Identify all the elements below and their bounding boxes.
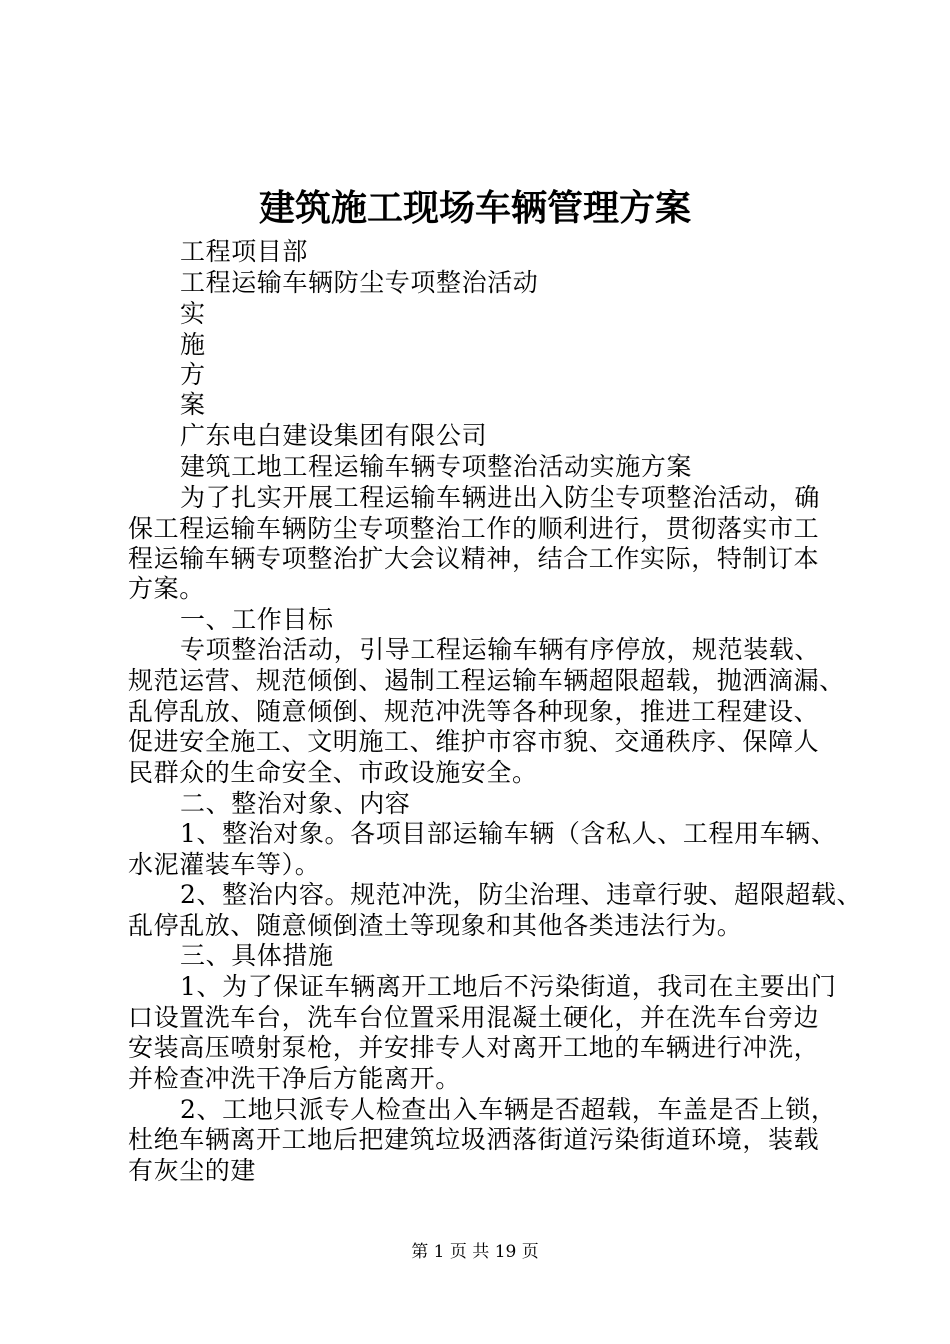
paragraph-line: 保工程运输车辆防尘专项整治工作的顺利进行，贯彻落实市工 [128,514,820,543]
text-line: 方 [180,360,206,389]
paragraph-line: 1、整治对象。各项目部运输车辆（含私人、工程用车辆、 [180,819,837,848]
document-title: 建筑施工现场车辆管理方案 [258,187,691,229]
paragraph-line: 专项整治活动，引导工程运输车辆有序停放，规范装载、 [180,635,821,664]
paragraph-line: 程运输车辆专项整治扩大会议精神，结合工作实际，特制订本 [128,544,820,573]
text-line: 实 [180,299,206,328]
section-heading: 三、具体措施 [180,941,334,970]
paragraph-line: 有灰尘的建 [128,1156,257,1185]
paragraph-line: 为了扎实开展工程运输车辆进出入防尘专项整治活动，确 [180,483,821,512]
text-line: 施 [180,330,206,359]
paragraph-line: 方案。 [128,574,205,603]
paragraph-line: 并检查冲洗干净后方能离开。 [128,1064,461,1093]
paragraph-line: 2、工地只派专人检查出入车辆是否超载，车盖是否上锁， [180,1095,837,1124]
paragraph-line: 乱停乱放、随意倾倒渣土等现象和其他各类违法行为。 [128,911,743,940]
text-line: 广东电白建设集团有限公司 [180,421,488,450]
paragraph-line: 口设置洗车台，洗车台位置采用混凝土硬化，并在洗车台旁边 [128,1003,820,1032]
paragraph-line: 乱停乱放、随意倾倒、规范冲洗等各种现象，推进工程建设、 [128,697,820,726]
paragraph-line: 民群众的生命安全、市政设施安全。 [128,758,538,787]
paragraph-line: 安装高压喷射泵枪，并安排专人对离开工地的车辆进行冲洗， [128,1033,820,1062]
paragraph-line: 规范运营、规范倾倒、遏制工程运输车辆超限超载，抛洒滴漏、 [128,666,845,695]
paragraph-line: 水泥灌装车等）。 [128,850,321,879]
section-heading: 二、整治对象、内容 [180,789,411,818]
paragraph-line: 杜绝车辆离开工地后把建筑垃圾洒落街道污染街道环境，装载 [128,1125,820,1154]
paragraph-line: 促进安全施工、文明施工、维护市容市貌、交通秩序、保障人 [128,727,820,756]
text-line: 工程项目部 [180,237,309,266]
text-line: 建筑工地工程运输车辆专项整治活动实施方案 [180,452,693,481]
text-line: 工程运输车辆防尘专项整治活动 [180,268,539,297]
paragraph-line: 1、为了保证车辆离开工地后不污染街道，我司在主要出门 [180,972,837,1001]
text-line: 案 [180,390,206,419]
paragraph-line: 2、整治内容。规范冲洗，防尘治理、违章行驶、超限超载、 [180,880,863,909]
page-number: 第 1 页 共 19 页 [411,1242,539,1262]
section-heading: 一、工作目标 [180,605,334,634]
